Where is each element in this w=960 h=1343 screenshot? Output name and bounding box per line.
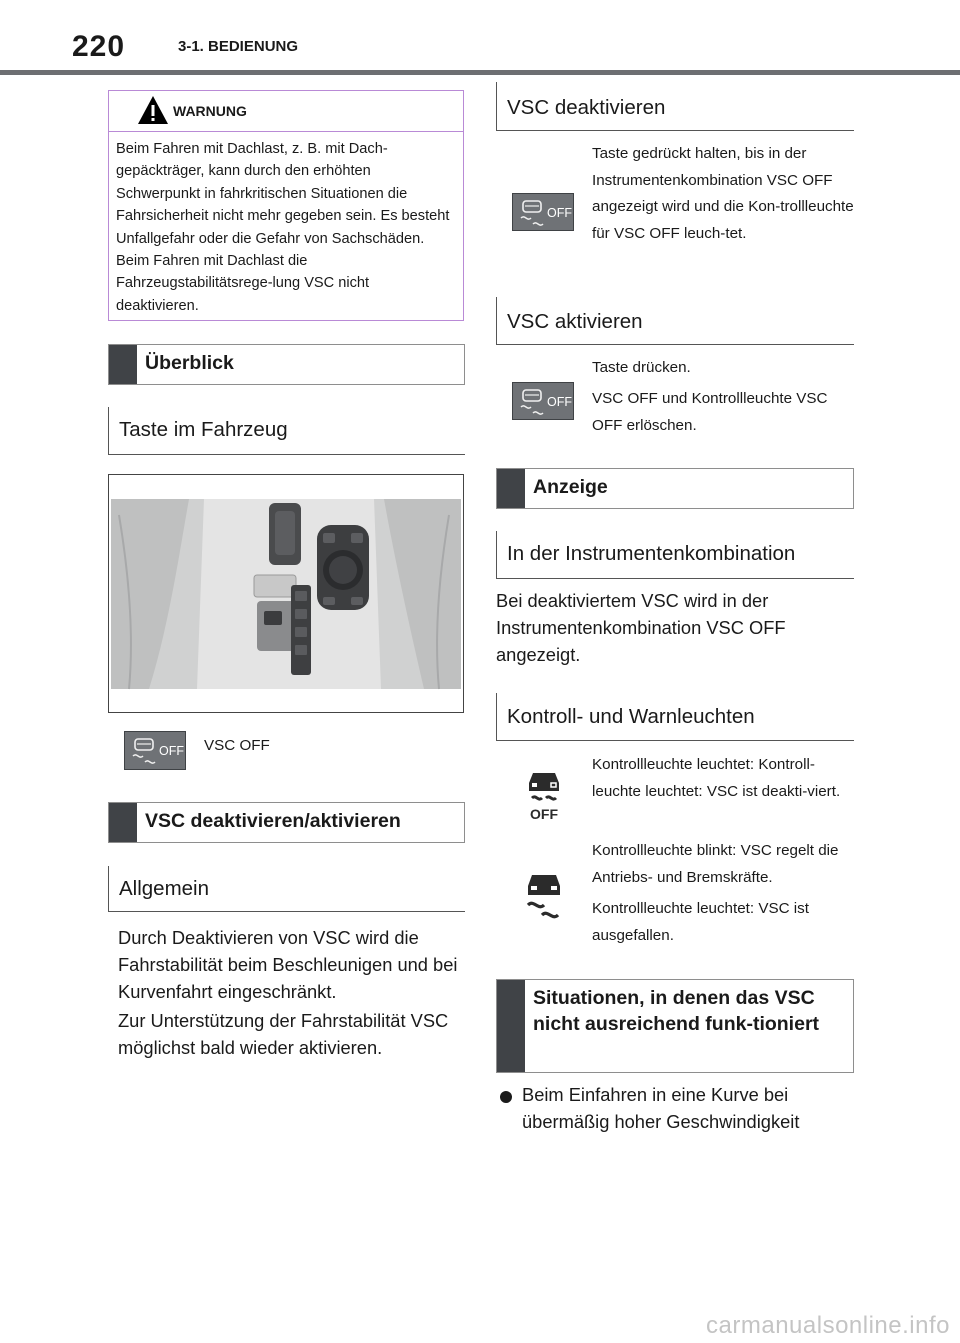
bullet-dot (500, 1091, 512, 1103)
section-display-label: Anzeige (533, 476, 608, 498)
section-situations (496, 979, 854, 1073)
section-overview (108, 344, 465, 385)
section-bar (497, 980, 525, 1072)
indicator-1-text: Kontrollleuchte leuchtet: Kontroll-leuchte leuchtet: VSC ist deakti-viert. (592, 756, 841, 800)
section-deactivate-activate (108, 802, 465, 843)
warning-header (109, 91, 463, 132)
subheading-general-label: Allgemein (119, 877, 210, 900)
subheading-label: Taste im Fahrzeug (119, 418, 288, 441)
chapter-title: 3-1. BEDIENUNG (178, 38, 299, 55)
warning-title: WARNUNG (173, 103, 247, 119)
subheading-deactivate-label: VSC deaktivieren (507, 96, 666, 119)
subheading-general (108, 866, 465, 912)
activate-step-1: Taste drücken. (592, 359, 691, 376)
section-bar (497, 469, 525, 508)
warning-triangle-icon (137, 95, 169, 125)
vsc-off-indicator-text: OFF (530, 806, 558, 821)
vsc-indicator-icon (524, 873, 564, 921)
section-bar (109, 803, 137, 842)
vsc-off-button-activate (512, 382, 574, 420)
section-deactivate-activate-label: VSC deaktivieren/aktivieren (145, 810, 401, 832)
subheading-deactivate (496, 82, 854, 131)
center-console-illustration (109, 475, 463, 712)
paragraph-general-1: Durch Deaktivieren von VSC wird die Fahrstabilität beim Beschleunigen und bei Kurvenfahrt eingeschränkt. (118, 927, 458, 1002)
indicator-2-text-1: Kontrollleuchte blinkt: VSC regelt die Antriebs- und Bremskräfte. (592, 842, 839, 886)
instrument-cluster-text: Bei deaktiviertem VSC wird in der Instrumentenkombination VSC OFF angezeigt. (496, 590, 786, 665)
vsc-off-button-text: OFF (547, 395, 572, 409)
subheading-button-in-vehicle (108, 407, 465, 455)
paragraph-general-2: Zur Unterstützung der Fahrstabilität VSC möglichst bald wieder aktivieren. (118, 1010, 449, 1058)
section-situations-label: Situationen, in denen das VSC nicht ausreichend funk-tioniert (533, 987, 820, 1035)
deactivate-instructions: Taste gedrückt halten, bis in der Instrumentenkombination VSC OFF angezeigt wird und die Kon-trollleuchte für VSC OFF leuch-tet. (592, 145, 854, 242)
warning-box (108, 90, 464, 321)
section-overview-label: Überblick (145, 352, 234, 374)
console-photo (108, 474, 464, 713)
activate-step-2: VSC OFF und Kontrollleuchte VSC OFF erlöschen. (592, 390, 828, 434)
subheading-instrument-cluster-label: In der Instrumentenkombination (507, 542, 796, 565)
subheading-indicator-lights-label: Kontroll- und Warnleuchten (507, 705, 755, 728)
subheading-indicator-lights (496, 693, 854, 741)
subheading-instrument-cluster (496, 531, 854, 579)
section-bar (109, 345, 137, 384)
vsc-off-button-text: OFF (159, 744, 184, 758)
vsc-off-button (124, 731, 186, 770)
header-rule (0, 70, 960, 75)
indicator-2-text-2: Kontrollleuchte leuchtet: VSC ist ausgefallen. (592, 900, 809, 944)
watermark: carmanualsonline.info (706, 1312, 950, 1339)
situation-bullet-1: Beim Einfahren in eine Kurve bei übermäßig hoher Geschwindigkeit (522, 1084, 800, 1132)
vsc-off-indicator-icon (525, 769, 563, 821)
warning-text: Beim Fahren mit Dachlast, z. B. mit Dach-gepäckträger, kann durch den erhöhten Schwerpunkt in fahrkritischen Situationen die Fahrsicherheit nicht mehr gegeben sein. Es besteht Unfallgefahr oder die Gefahr von Sachschäden. Beim Fahren mit Dachlast die Fahrzeugstabilitätsrege-lung VSC nicht deaktivieren. (116, 141, 450, 314)
vsc-off-button-deactivate (512, 193, 574, 231)
section-display (496, 468, 854, 509)
page-number: 220 (72, 30, 126, 63)
vsc-off-caption: VSC OFF (204, 737, 270, 754)
subheading-activate (496, 297, 854, 345)
subheading-activate-label: VSC aktivieren (507, 310, 643, 333)
vsc-off-button-text: OFF (547, 206, 572, 220)
